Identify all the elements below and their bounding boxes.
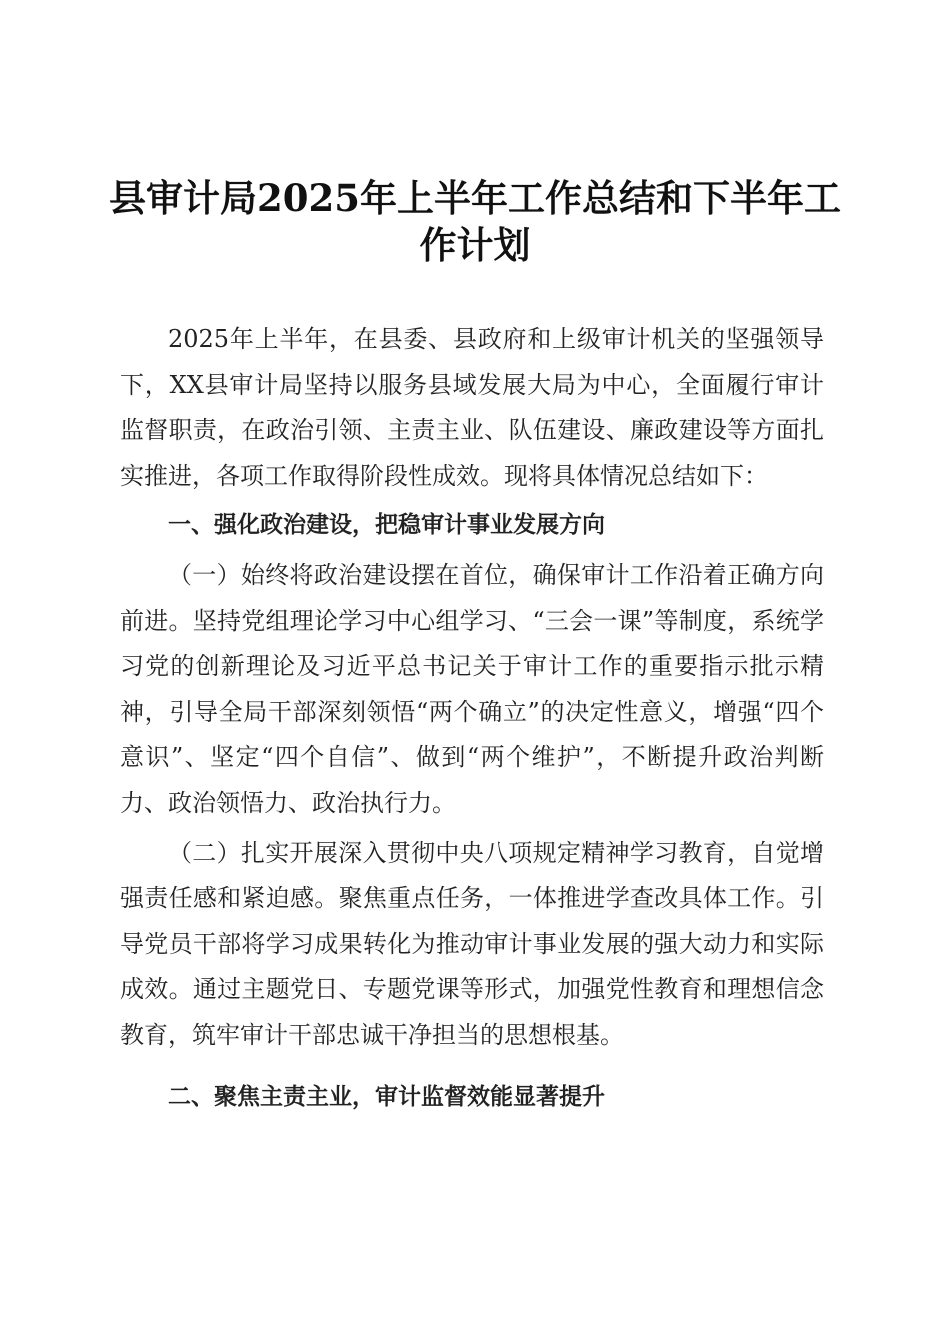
section-1-item-2: （二）扎实开展深入贯彻中央八项规定精神学习教育，自觉增强责任感和紧迫感。聚焦重点任务，一体推进学查改具体工作。引导党员干部将学习成果转化为推动审计事业发展的强大动力和实际成效。通过主题党日、专题党课等形式，加强党性教育和理想信念教育，筑牢审计干部忠诚干净担当的思想根基。 — [120, 838, 824, 1049]
section-1-item-1: （一）始终将政治建设摆在首位，确保审计工作沿着正确方向前进。坚持党组理论学习中心组学习、“三会一课”等制度，系统学习党的创新理论及习近平总书记关于审计工作的重要指示批示精神，引导全局干部深刻领悟“两个确立”的决定性意义，增强“四个意识”、坚定“四个自信”、做到“两个维护”，不断提升政治判断力、政治领悟力、政治执行力。 — [120, 560, 824, 817]
section-heading-1: 一、强化政治建设，把稳审计事业发展方向 — [168, 512, 605, 539]
document-title: 县审计局2025年上半年工作总结和下半年工作计划 — [109, 176, 841, 267]
section-heading-2: 二、聚焦主责主业，审计监督效能显著提升 — [168, 1083, 605, 1110]
intro-paragraph: 2025年上半年，在县委、县政府和上级审计机关的坚强领导下，XX县审计局坚持以服务县域发展大局为中心，全面履行审计监督职责，在政治引领、主责主业、队伍建设、廉政建设等方面扎实推进，各项工作取得阶段性成效。现将具体情况总结如下： — [120, 325, 824, 490]
spacer — [120, 1059, 824, 1075]
document-body — [120, 317, 824, 1120]
